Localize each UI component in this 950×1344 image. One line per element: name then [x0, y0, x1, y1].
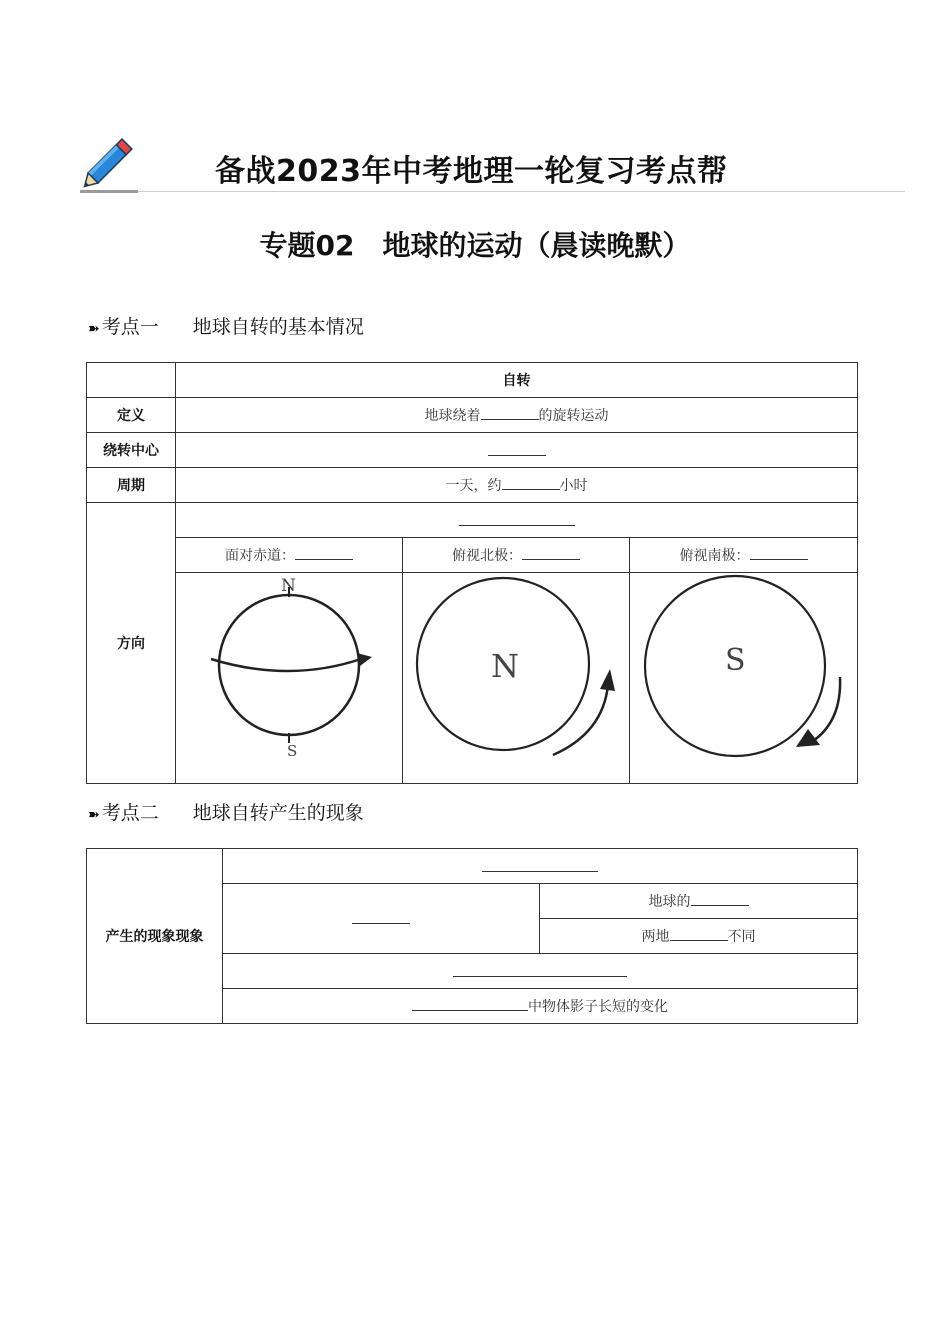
sub-phenomenon-cell: 地球的 [540, 884, 858, 919]
table-row [87, 503, 858, 538]
table-row [87, 573, 858, 784]
south-label: S [287, 742, 298, 760]
header-divider [80, 191, 905, 192]
row-label: 方向 [87, 503, 176, 784]
fill-blank[interactable] [502, 475, 560, 490]
section-heading-2 [88, 798, 364, 825]
arrow-icon: ➽ [88, 807, 100, 823]
south-pole-label: S [725, 643, 746, 678]
section-title: 地球自转的基本情况 [192, 316, 364, 338]
fill-blank[interactable] [488, 441, 546, 456]
column-header: 自转 [176, 363, 858, 398]
center-cell [176, 433, 858, 468]
direction-cell [176, 503, 858, 538]
header-divider-accent [80, 190, 138, 193]
earth-side-view-diagram [176, 573, 402, 779]
diagram-north-cell [403, 573, 630, 784]
page-title: 备战2023年中考地理一轮复习考点帮 [215, 154, 728, 189]
fill-blank[interactable] [459, 511, 575, 526]
fill-blank[interactable] [295, 545, 353, 560]
document-header [80, 130, 905, 194]
section-label: 考点一 [101, 316, 159, 338]
arrow-icon: ➽ [88, 321, 100, 337]
view-cell-equator: 面对赤道： [176, 538, 403, 573]
north-label: N [281, 576, 296, 596]
table-row [87, 538, 858, 573]
period-cell: 一天，约 小时 [176, 468, 858, 503]
view-cell-north: 俯视北极： [403, 538, 630, 573]
view-cell-south: 俯视南极： [630, 538, 858, 573]
table-row [87, 433, 858, 468]
section-title: 地球自转产生的现象 [192, 802, 364, 824]
south-pole-view-diagram [630, 573, 857, 779]
table-row [87, 468, 858, 503]
row-label: 绕转中心 [87, 433, 176, 468]
row-label: 产生的现象现象 [87, 849, 223, 1024]
fill-blank[interactable] [453, 962, 627, 977]
row-label: 定义 [87, 398, 176, 433]
phenomenon-cell [223, 884, 540, 954]
fill-blank[interactable] [522, 545, 580, 560]
fill-blank[interactable] [481, 405, 539, 420]
section-label: 考点二 [101, 802, 159, 824]
diagram-south-cell [630, 573, 858, 784]
fill-blank[interactable] [352, 909, 410, 924]
rotation-table [86, 362, 858, 784]
table-row [87, 398, 858, 433]
fill-blank[interactable] [691, 891, 749, 906]
table-row [87, 363, 858, 398]
phenomena-table [86, 848, 858, 1024]
fill-blank[interactable] [670, 926, 728, 941]
fill-blank[interactable] [482, 857, 598, 872]
section-heading-1 [88, 312, 364, 339]
table-corner-cell [87, 363, 176, 398]
definition-cell: 地球绕着 的旋转运动 [176, 398, 858, 433]
row-label: 周期 [87, 468, 176, 503]
diagram-equator-cell [176, 573, 403, 784]
sub-phenomenon-cell: 两地 不同 [540, 919, 858, 954]
fill-blank[interactable] [750, 545, 808, 560]
table-row [87, 849, 858, 884]
phenomenon-cell [223, 849, 858, 884]
north-pole-label: N [491, 647, 519, 685]
pencil-icon [80, 130, 140, 192]
north-pole-view-diagram [403, 573, 629, 779]
phenomenon-cell [223, 954, 858, 989]
fill-blank[interactable] [412, 996, 528, 1011]
page-subtitle: 专题02 地球的运动（晨读晚默） [259, 229, 691, 262]
shadow-cell: 中物体影子长短的变化 [223, 989, 858, 1024]
